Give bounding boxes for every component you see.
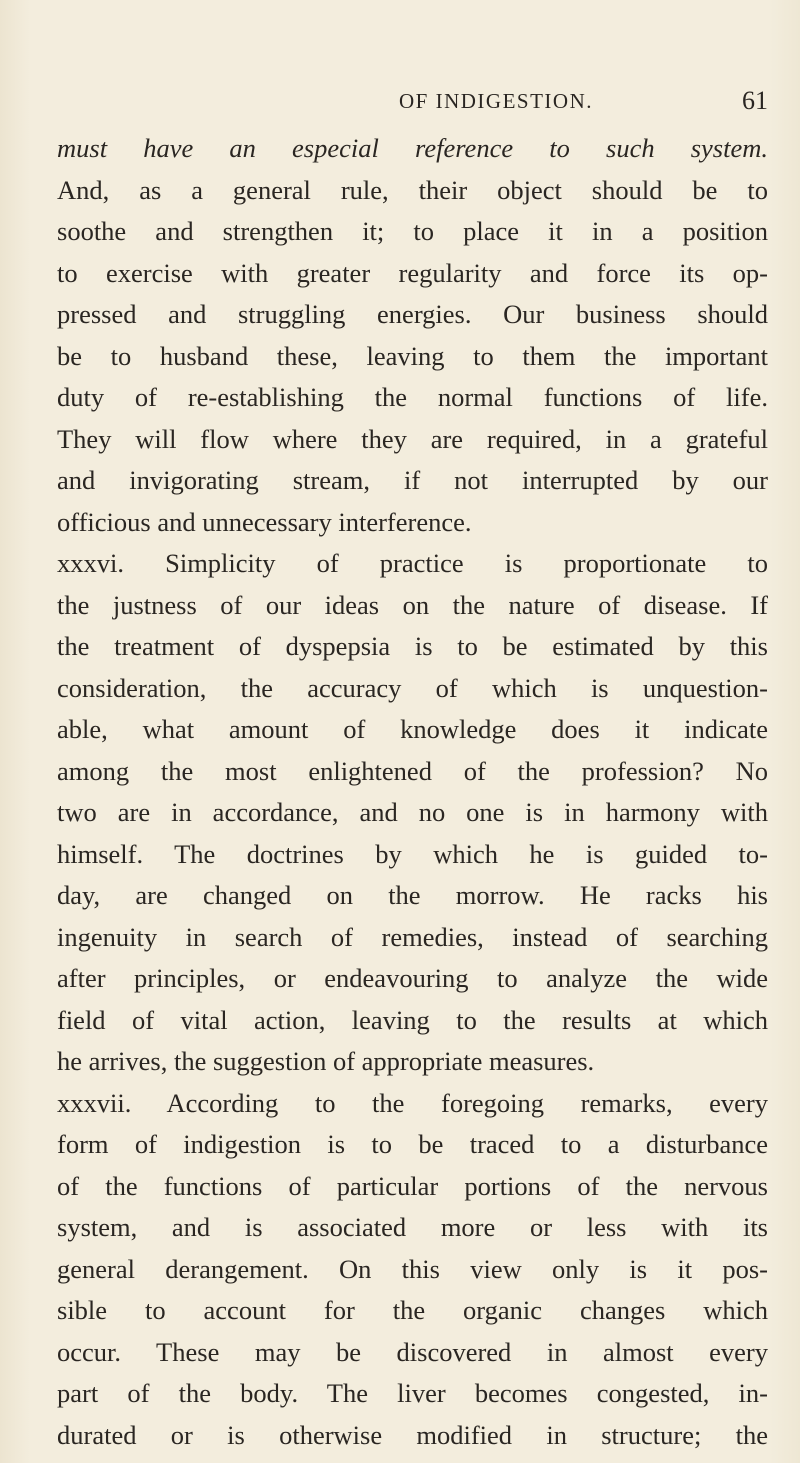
text-line: xxxvi. Simplicity of practice is proportionate to xyxy=(57,548,768,578)
text-line: the justness of our ideas on the nature of disease. If xyxy=(57,589,768,620)
text-line: consideration, the accuracy of which is unquestion- xyxy=(57,672,768,703)
text-line: to exercise with greater regularity and force its op- xyxy=(57,257,768,288)
text-line: sible to account for the organic changes which xyxy=(57,1295,768,1325)
text-line: the treatment of dyspepsia is to be estimated by this xyxy=(57,631,768,661)
text-line: ingenuity in search of remedies, instead of searching xyxy=(57,921,768,952)
body-text xyxy=(57,128,768,1456)
text-line: able, what amount of knowledge does it indicate xyxy=(57,714,768,744)
text-line: They will flow where they are required, in a grateful xyxy=(57,423,768,454)
text-line: and invigorating stream, if not interrupted by our xyxy=(57,465,768,495)
text-line: after principles, or endeavouring to analyze the wide xyxy=(57,963,768,993)
text-line: be to husband these, leaving to them the important xyxy=(57,340,768,371)
text-line: field of vital action, leaving to the results at which xyxy=(57,1004,768,1035)
text-line: officious and unnecessary interference. xyxy=(57,506,472,537)
page-header xyxy=(57,84,768,118)
text-line: himself. The doctrines by which he is guided to- xyxy=(57,838,768,869)
text-line: duty of re-establishing the normal functions of life. xyxy=(57,382,768,412)
text-line: occur. These may be discovered in almost every xyxy=(57,1336,768,1367)
text-line: two are in accordance, and no one is in harmony with xyxy=(57,797,768,827)
text-line: he arrives, the suggestion of appropriate measures. xyxy=(57,1046,595,1076)
text-line: soothe and strengthen it; to place it in a position xyxy=(57,216,768,246)
text-line: xxxvii. According to the foregoing remarks, every xyxy=(57,1087,768,1118)
text-line: pressed and struggling energies. Our business should xyxy=(57,299,768,329)
running-title: OF INDIGESTION. xyxy=(399,89,593,113)
text-line: general derangement. On this view only is it pos- xyxy=(57,1253,768,1284)
text-line: day, are changed on the morrow. He racks his xyxy=(57,880,768,910)
text-line: system, and is associated more or less with its xyxy=(57,1212,768,1242)
page-number: 61 xyxy=(742,86,768,115)
text-line: must have an especial reference to such system. xyxy=(57,133,768,163)
text-line: of the functions of particular portions of the nervous xyxy=(57,1170,768,1201)
text-line: And, as a general rule, their object should be to xyxy=(57,174,768,205)
text-line: durated or is otherwise modified in structure; the xyxy=(57,1419,768,1450)
text-line: part of the body. The liver becomes congested, in- xyxy=(57,1378,768,1408)
text-line: among the most enlightened of the profession? No xyxy=(57,755,768,786)
text-line: form of indigestion is to be traced to a disturbance xyxy=(57,1129,768,1159)
